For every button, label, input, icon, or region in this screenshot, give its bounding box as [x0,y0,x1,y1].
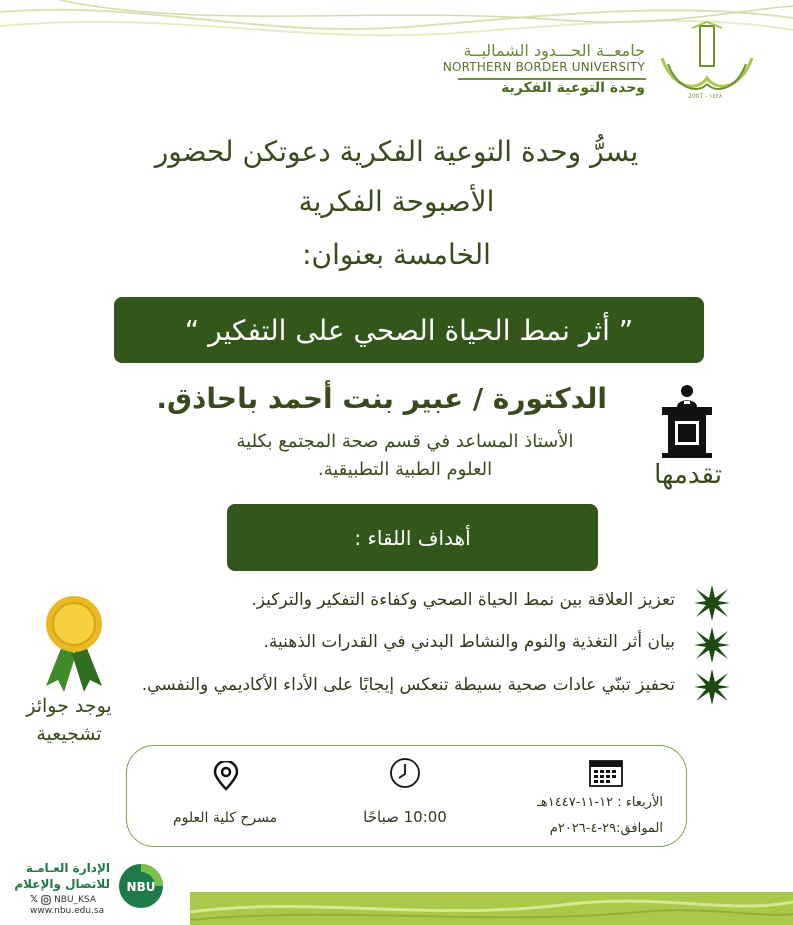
presenter-label: تقدمها [654,460,722,490]
event-location: مسرح كلية العلوم [172,810,278,826]
unit-name: وحدة التوعية الفكرية [501,80,645,96]
lecture-title: ” أثر نمط الحياة الصحي على التفكير “ [184,313,634,347]
goal-item-3: تحفيز تبنّي عادات صحية بسيطة تنعكس إيجابًا على الأداء الأكاديمي والنفسي. [141,675,675,695]
clock-icon [389,757,421,789]
invitation-line-1: يسرُّ وحدة التوعية الفكرية دعوتكن لحضور [154,135,639,168]
department-name-line-1: الإدارة العـامـة [25,861,110,875]
invitation-line-3: الخامسة بعنوان: [302,238,491,271]
location-pin-icon [212,761,240,791]
department-name-line-2: للاتصال والإعلام [14,877,110,891]
university-logo-icon [652,18,762,100]
nbu-badge [117,862,165,910]
star-bullet-icon [692,625,732,665]
nbu-badge-text: NBU [126,880,156,894]
podium-icon [658,383,716,458]
goals-heading: أهداف اللقاء : [354,525,471,550]
prizes-line-1: يوجد جوائز [26,695,112,717]
social-handle[interactable]: NBU_KSA [54,894,96,905]
calendar-icon [588,758,624,788]
event-date-gregorian: الموافق:٢٩-٤-٢٠٢٦م [549,821,663,836]
event-date-hijri: الأربعاء : ١٢-١١-١٤٤٧هـ [537,795,663,810]
goal-item-1: تعزيز العلاقة بين نمط الحياة الصحي وكفاءة التفكير والتركيز. [251,590,675,610]
bottom-decoration [190,892,793,925]
university-name-english: NORTHERN BORDER UNIVERSITY [442,60,645,74]
logo-years: 2007 - ١٤٢٨ [688,93,723,100]
star-bullet-icon [692,667,732,707]
university-name-arabic: جامعــة الحـــدود الشماليــة [463,41,645,60]
invitation-line-2: الأصبوحة الفكرية [298,185,495,218]
event-time: 10:00 صباحًا [363,808,447,826]
goal-item-2: بيان أثر التغذية والنوم والنشاط البدني في القدرات الذهنية. [263,632,675,652]
social-handles [30,894,96,905]
speaker-name: الدكتورة / عبير بنت أحمد باحاذق. [156,382,607,415]
x-logo-icon[interactable]: 𝕏 [30,894,39,905]
speaker-role [225,428,585,484]
instagram-icon[interactable] [41,895,51,905]
website-link[interactable]: www.nbu.edu.sa [30,906,105,916]
goals-heading-banner [227,504,598,571]
star-bullet-icon [692,583,732,623]
speaker-role-line-1: الأستاذ المساعد في قسم صحة المجتمع بكلية [236,431,574,452]
lecture-title-banner [114,297,704,363]
medal-icon [38,594,110,694]
prizes-note [14,692,124,748]
prizes-line-2: تشجيعية [36,723,102,745]
speaker-role-line-2: العلوم الطبية التطبيقية. [317,459,493,480]
